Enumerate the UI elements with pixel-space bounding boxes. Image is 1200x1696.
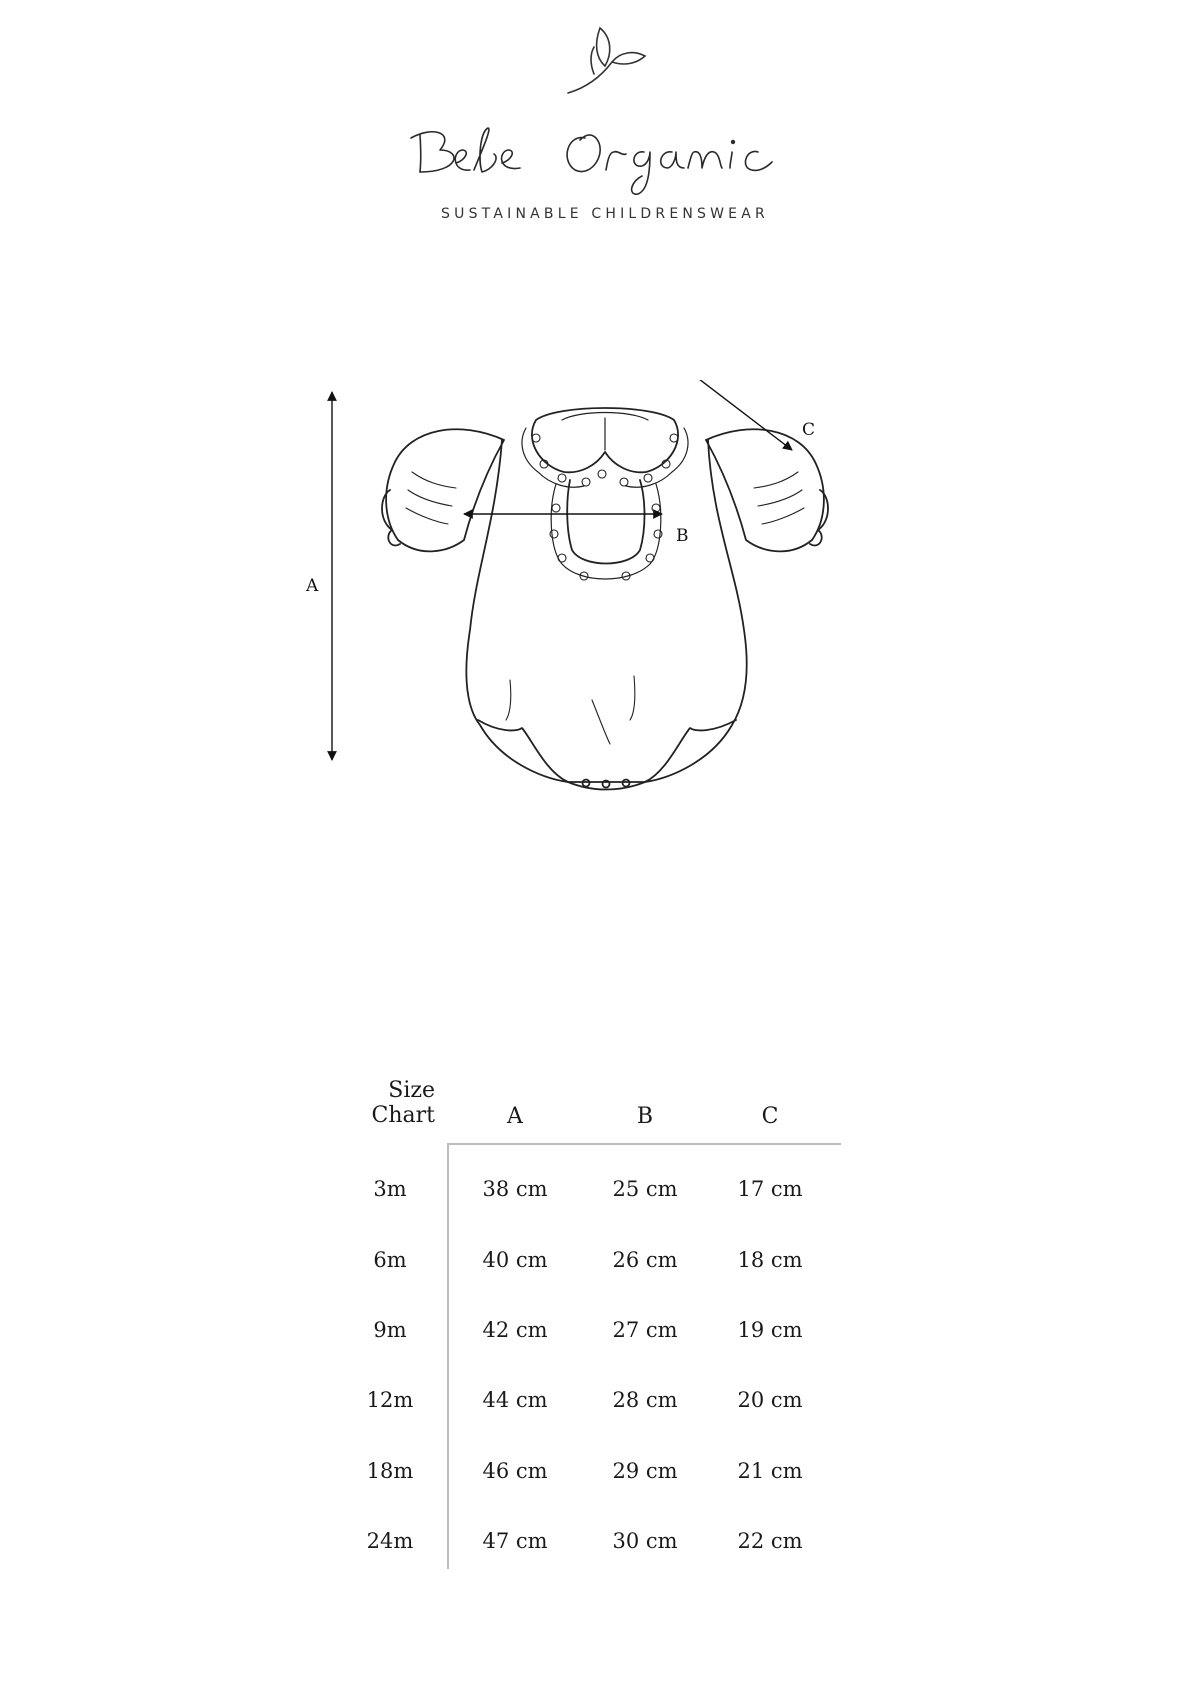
measure-b-cell: 26 cm <box>612 1248 678 1272</box>
table-row <box>340 1177 840 1217</box>
size-cell: 3m <box>373 1177 407 1201</box>
measure-a-cell: 40 cm <box>482 1248 548 1272</box>
brand-logo-graphic <box>0 0 1200 240</box>
measure-b-cell: 25 cm <box>612 1177 678 1201</box>
right-sleeve-outline <box>706 429 824 551</box>
size-cell: 9m <box>373 1318 407 1342</box>
brand-logo <box>0 0 1200 240</box>
measure-a-cell: 38 cm <box>482 1177 548 1201</box>
measure-c-cell: 19 cm <box>737 1318 803 1342</box>
measure-b-cell: 29 cm <box>612 1459 678 1483</box>
leaf-sprig-icon <box>568 28 645 93</box>
measure-c-cell: 17 cm <box>737 1177 803 1201</box>
dimension-label-c: C <box>802 420 816 440</box>
column-header-b: B <box>636 1104 654 1129</box>
table-row <box>340 1248 840 1288</box>
measure-c-cell: 18 cm <box>737 1248 803 1272</box>
table-row <box>340 1318 840 1358</box>
brand-wordmark <box>411 128 772 194</box>
romper-illustration <box>300 380 900 860</box>
measure-c-cell: 22 cm <box>737 1529 803 1553</box>
table-row <box>340 1529 840 1569</box>
measure-a-cell: 44 cm <box>482 1388 548 1412</box>
size-chart-table <box>340 1070 840 1570</box>
brand-tagline: SUSTAINABLE CHILDRENSWEAR <box>441 206 769 222</box>
size-cell: 24m <box>366 1529 414 1553</box>
size-cell: 12m <box>366 1388 414 1412</box>
measure-c-cell: 21 cm <box>737 1459 803 1483</box>
size-chart-title-line2: Chart <box>371 1103 435 1128</box>
measure-c-cell: 20 cm <box>737 1388 803 1412</box>
table-row <box>340 1459 840 1499</box>
table-row <box>340 1388 840 1428</box>
dimension-label-a: A <box>306 576 319 596</box>
size-cell: 6m <box>373 1248 407 1272</box>
dimension-arrow-c <box>682 380 792 450</box>
measure-b-cell: 27 cm <box>612 1318 678 1342</box>
measure-a-cell: 47 cm <box>482 1529 548 1553</box>
garment-diagram <box>300 380 900 860</box>
size-cell: 18m <box>366 1459 414 1483</box>
column-header-a: A <box>507 1104 523 1129</box>
left-sleeve-outline <box>386 429 504 551</box>
measure-b-cell: 30 cm <box>612 1529 678 1553</box>
bib-panel-outline <box>567 480 644 564</box>
size-chart-title-line1: Size <box>388 1078 435 1103</box>
size-chart-title <box>340 1078 435 1128</box>
dimension-label-b: B <box>676 526 689 546</box>
measure-b-cell: 28 cm <box>612 1388 678 1412</box>
header-divider <box>447 1143 841 1145</box>
measure-a-cell: 46 cm <box>482 1459 548 1483</box>
column-header-c: C <box>761 1104 779 1129</box>
measure-a-cell: 42 cm <box>482 1318 548 1342</box>
